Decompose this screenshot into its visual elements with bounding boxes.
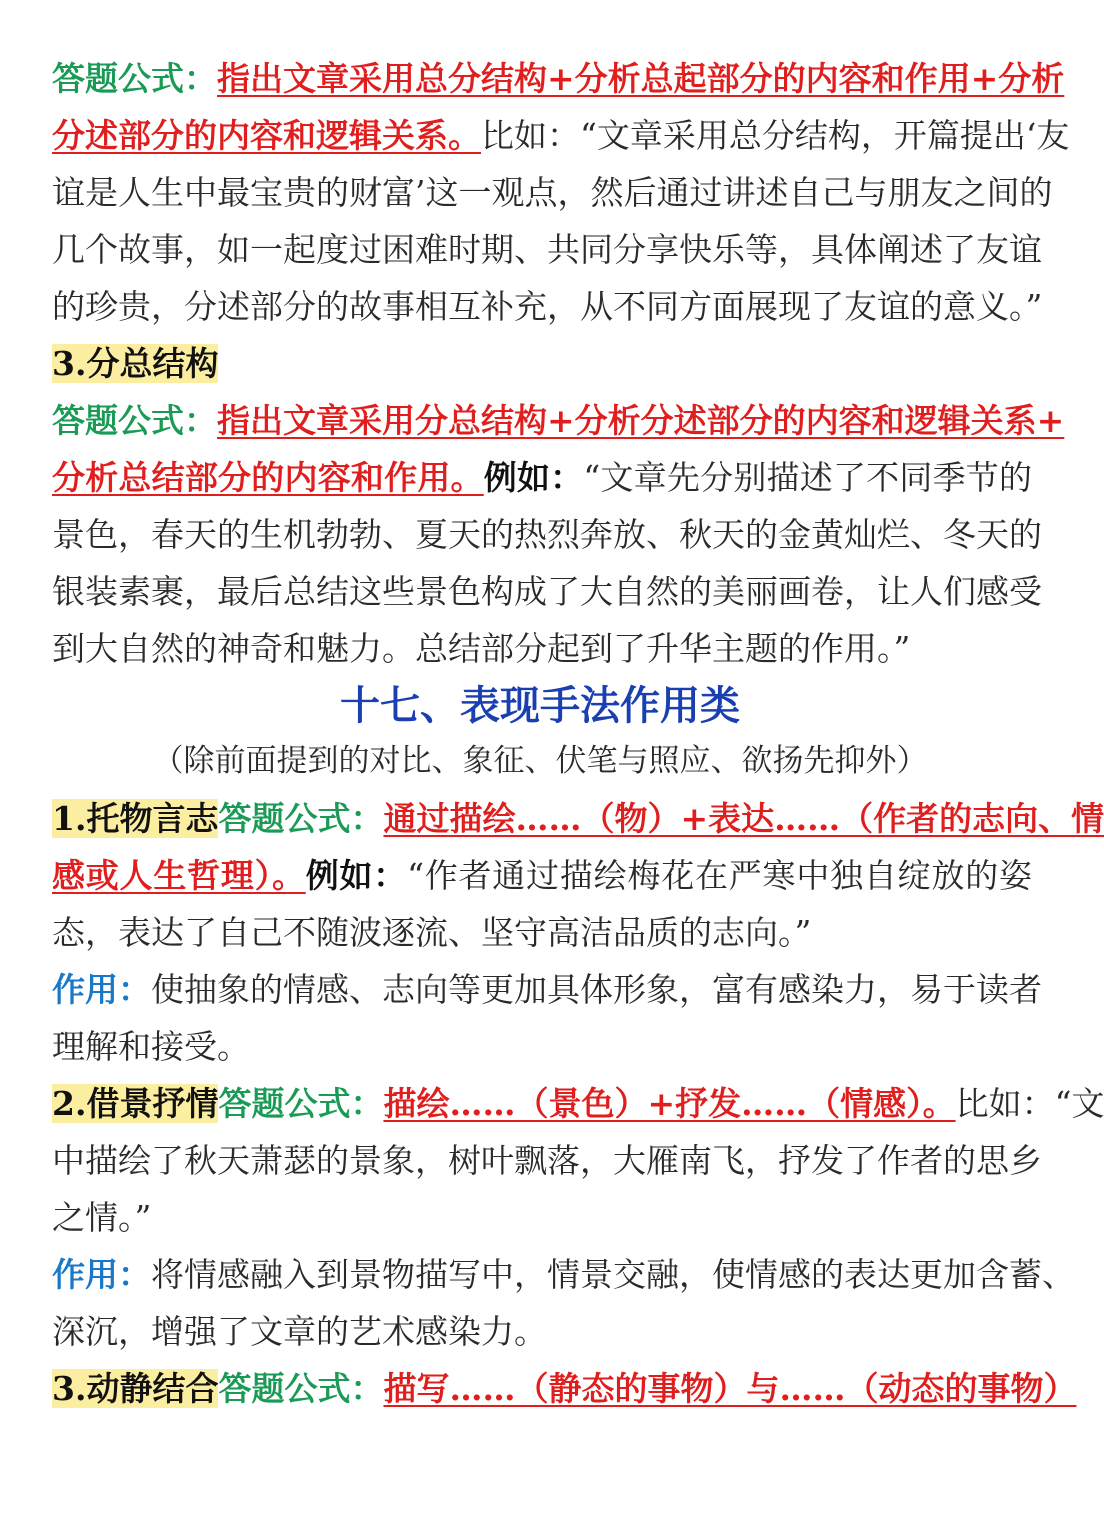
formula-text: 感或人生哲理）。 <box>52 856 306 895</box>
formula-text: 描写……（静态的事物）与……（动态的事物） <box>383 1369 1077 1408</box>
example-line: 景色，春天的生机勃勃、夏天的热烈奔放、秋天的金黄灿烂、冬天的 <box>52 515 1042 554</box>
example-lead: 例如： <box>483 458 584 497</box>
example-line: 银装素裹，最后总结这些景色构成了大自然的美丽画卷，让人们感受 <box>52 572 1042 611</box>
title-highlight: 2.借景抒情 <box>52 1084 219 1123</box>
item-formula-line <box>52 790 1104 847</box>
example-line: 的珍贵，分述部分的故事相互补充，从不同方面展现了友谊的意义。” <box>52 287 1043 326</box>
effect-line <box>52 1246 1075 1303</box>
example-text: “文章先分别描述了不同季节的 <box>583 458 1033 497</box>
example-text: “文章采用总分结构，开篇提出‘友 <box>580 116 1070 155</box>
formula-label: 答题公式： <box>52 401 217 440</box>
formula-label: 答题公式： <box>218 799 384 838</box>
formula-example-line <box>52 107 1070 164</box>
formula-example-line <box>52 847 1032 904</box>
item-formula-line <box>52 1075 1104 1132</box>
effect-line <box>52 961 1042 1018</box>
formula-text: 分述部分的内容和逻辑关系。 <box>52 116 481 155</box>
formula-text: 分析总结部分的内容和作用。 <box>52 458 484 497</box>
title-highlight: 3.分总结构 <box>52 344 219 383</box>
example-text: “文 <box>1054 1084 1104 1123</box>
effect-text: 将情感融入到景物描写中，情景交融，使情感的表达更加含蓄、 <box>151 1255 1075 1294</box>
formula-text: 指出文章采用分总结构+分析分述部分的内容和逻辑关系+ <box>217 401 1065 440</box>
formula-text: 描绘……（景色）+抒发……（情感）。 <box>383 1084 956 1123</box>
example-line: 态，表达了自己不随波逐流、坚守高洁品质的志向。” <box>52 913 812 952</box>
effect-line: 深沉，增强了文章的艺术感染力。 <box>52 1312 547 1351</box>
formula-text: 通过描绘……（物）+表达……（作者的志向、情 <box>383 799 1104 838</box>
formula-line <box>52 50 1065 107</box>
effect-label: 作用： <box>52 1255 151 1294</box>
example-line: 之情。” <box>52 1198 152 1237</box>
title-highlight: 3.动静结合 <box>52 1369 219 1408</box>
formula-line <box>52 392 1065 449</box>
section-heading: 十七、表现手法作用类 <box>340 682 740 729</box>
example-lead: 比如： <box>955 1084 1055 1123</box>
example-line: 几个故事，如一起度过困难时期、共同分享快乐等，具体阐述了友谊 <box>52 230 1042 269</box>
formula-label: 答题公式： <box>218 1369 384 1408</box>
formula-example-line <box>52 449 1032 506</box>
effect-label: 作用： <box>52 970 151 1009</box>
section-note: （除前面提到的对比、象征、伏笔与照应、欲扬先抑外） <box>152 743 928 779</box>
example-line: 到大自然的神奇和魅力。总结部分起到了升华主题的作用。” <box>52 629 911 668</box>
effect-line: 理解和接受。 <box>52 1027 250 1066</box>
example-lead: 例如： <box>305 856 408 895</box>
example-text: “作者通过描绘梅花在严寒中独自绽放的姿 <box>407 856 1033 895</box>
title-highlight: 1.托物言志 <box>52 799 219 838</box>
formula-text: 指出文章采用总分结构+分析总起部分的内容和作用+分析 <box>217 59 1065 98</box>
section-title <box>52 335 1032 392</box>
formula-label: 答题公式： <box>218 1084 384 1123</box>
formula-label: 答题公式： <box>52 59 217 98</box>
example-line: 中描绘了秋天萧瑟的景象，树叶飘落，大雁南飞，抒发了作者的思乡 <box>52 1141 1042 1180</box>
effect-text: 使抽象的情感、志向等更加具体形象，富有感染力，易于读者 <box>151 970 1042 1009</box>
example-lead: 比如： <box>481 116 580 155</box>
item-formula-line <box>52 1360 1077 1417</box>
example-line: 谊是人生中最宝贵的财富’这一观点，然后通过讲述自己与朋友之间的 <box>52 173 1053 212</box>
